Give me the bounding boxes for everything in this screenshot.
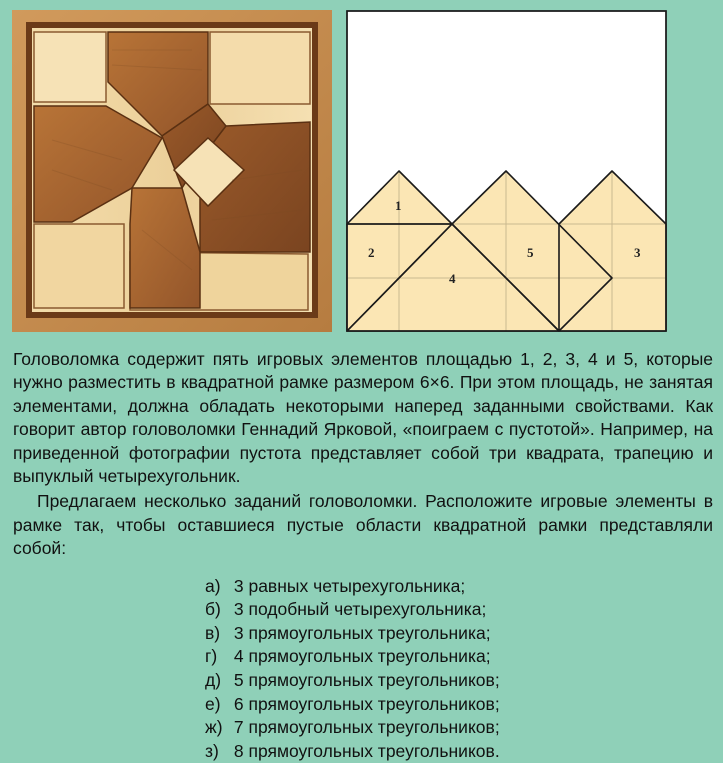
task-item — [205, 693, 713, 717]
piece-label-1: 1 — [395, 198, 402, 213]
task-text: 7 прямоугольных треугольников; — [233, 717, 500, 738]
piece-label-4: 4 — [449, 271, 456, 286]
task-item — [205, 622, 713, 646]
task-item — [205, 669, 713, 693]
puzzle-diagram — [346, 10, 667, 332]
task-label: ж) — [205, 717, 223, 738]
task-label: г) — [205, 646, 218, 667]
task-label: е) — [205, 693, 221, 714]
task-text: 5 прямоугольных треугольников; — [233, 670, 500, 691]
task-label: в) — [205, 622, 221, 643]
piece-label-5: 5 — [527, 245, 534, 260]
problem-text — [13, 348, 713, 763]
intro-paragraph: Головоломка содержит пять игровых элементов площадью 1, 2, 3, 4 и 5, которые нужно разместить в квадратной рамке размером 6×6. При этом площадь, не занятая элементами, должна обладать некоторыми наперед заданными свойствами. Как говорит автор головоломки Геннадий Ярковой, «поиграем с пустотой». Например, на приведенной фотографии пустота представляет собой три квадрата, трапецию и выпуклый четырехугольник. — [13, 349, 713, 487]
task-text: 8 прямоугольных треугольников. — [233, 740, 500, 761]
task-text: 6 прямоугольных треугольников; — [233, 693, 500, 714]
task-text: 4 прямоугольных треугольника; — [233, 646, 491, 667]
task-item — [205, 598, 713, 622]
task-label: з) — [205, 740, 219, 761]
task-text: 3 прямоугольных треугольника; — [233, 622, 491, 643]
task-item — [205, 740, 713, 763]
piece-label-3: 3 — [634, 245, 641, 260]
task-list — [205, 575, 713, 763]
task-item — [205, 645, 713, 669]
task-label: а) — [205, 575, 221, 596]
puzzle-photo — [12, 10, 332, 332]
task-item — [205, 716, 713, 740]
task-label: д) — [205, 670, 222, 691]
task-paragraph: Предлагаем несколько заданий головоломки. Расположите игровые элементы в рамке так, чтобы оставшиеся пустые области квадратной рамки представляли собой: — [13, 491, 713, 559]
task-item — [205, 575, 713, 599]
task-label: б) — [205, 599, 221, 620]
task-text: 3 равных четырехугольника; — [233, 575, 466, 596]
piece-label-2: 2 — [368, 245, 375, 260]
task-text: 3 подобный четырехугольника; — [233, 599, 487, 620]
